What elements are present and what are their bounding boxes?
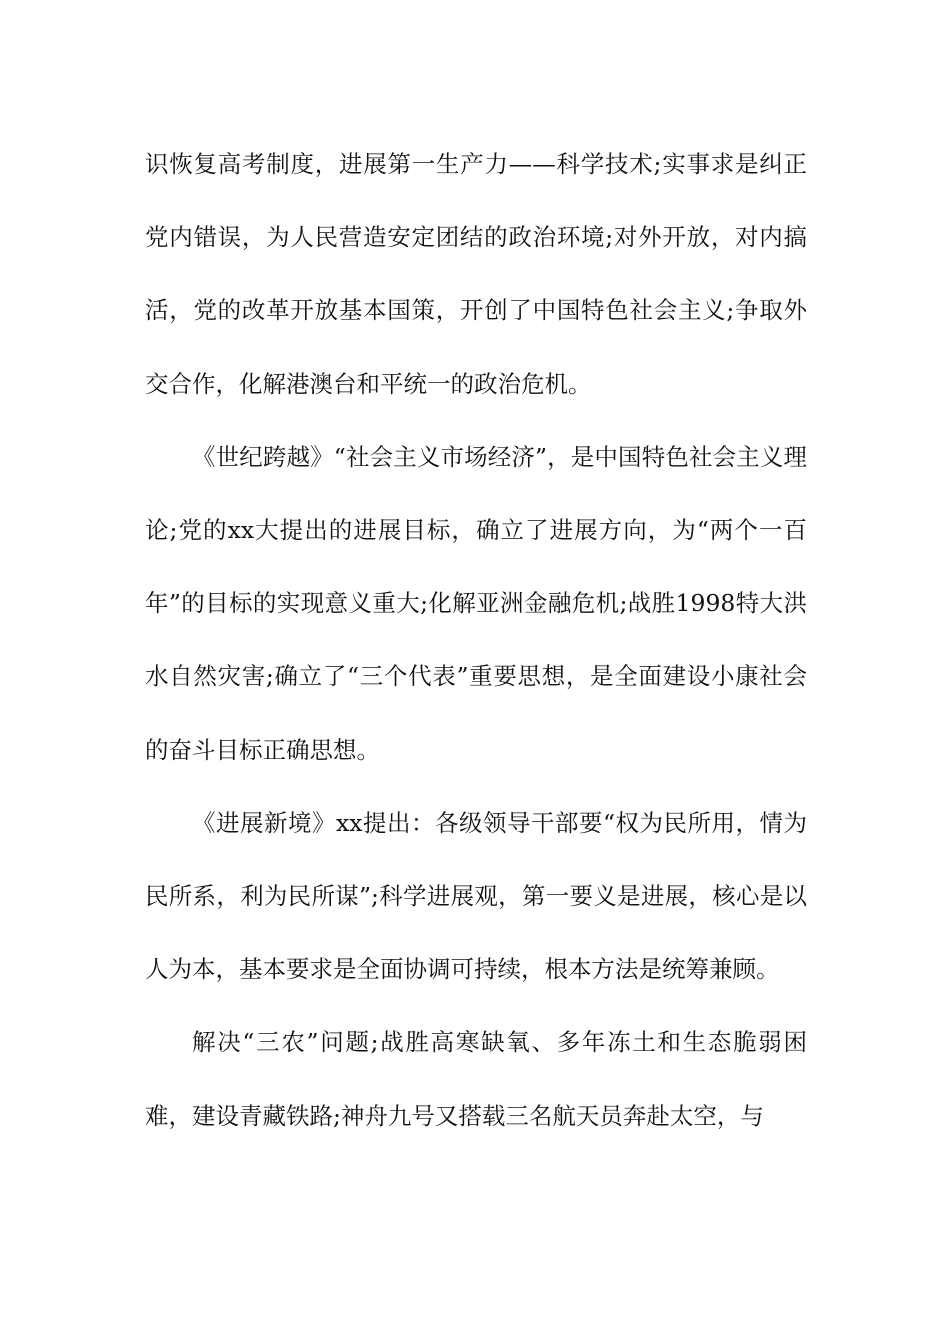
document-body [145, 128, 807, 1153]
paragraph-2: 《世纪跨越》“社会主义市场经济”，是中国特色社会主义理论;党的xx大提出的进展目标，确立了进展方向，为“两个一百年”的目标的实现意义重大;化解亚洲金融危机;战胜1998特大洪水自然灾害;确立了“三个代表”重要思想，是全面建设小康社会的奋斗目标正确思想。 [145, 442, 807, 764]
paragraph-4: 解决“三农”问题;战胜高寒缺氧、多年冻土和生态脆弱困难，建设青藏铁路;神舟九号又搭载三名航天员奔赴太空，与 [145, 1028, 807, 1130]
paragraph-1: 识恢复高考制度，进展第一生产力——科学技术;实事求是纠正党内错误，为人民营造安定团结的政治环境;对外开放，对内搞活，党的改革开放基本国策，开创了中国特色社会主义;争取外交合作，化解港澳台和平统一的政治危机。 [145, 150, 807, 398]
paragraph-3: 《进展新境》xx提出：各级领导干部要“权为民所用，情为民所系，利为民所谋”;科学进展观，第一要义是进展，核心是以人为本，基本要求是全面协调可持续，根本方法是统筹兼顾。 [145, 808, 807, 984]
